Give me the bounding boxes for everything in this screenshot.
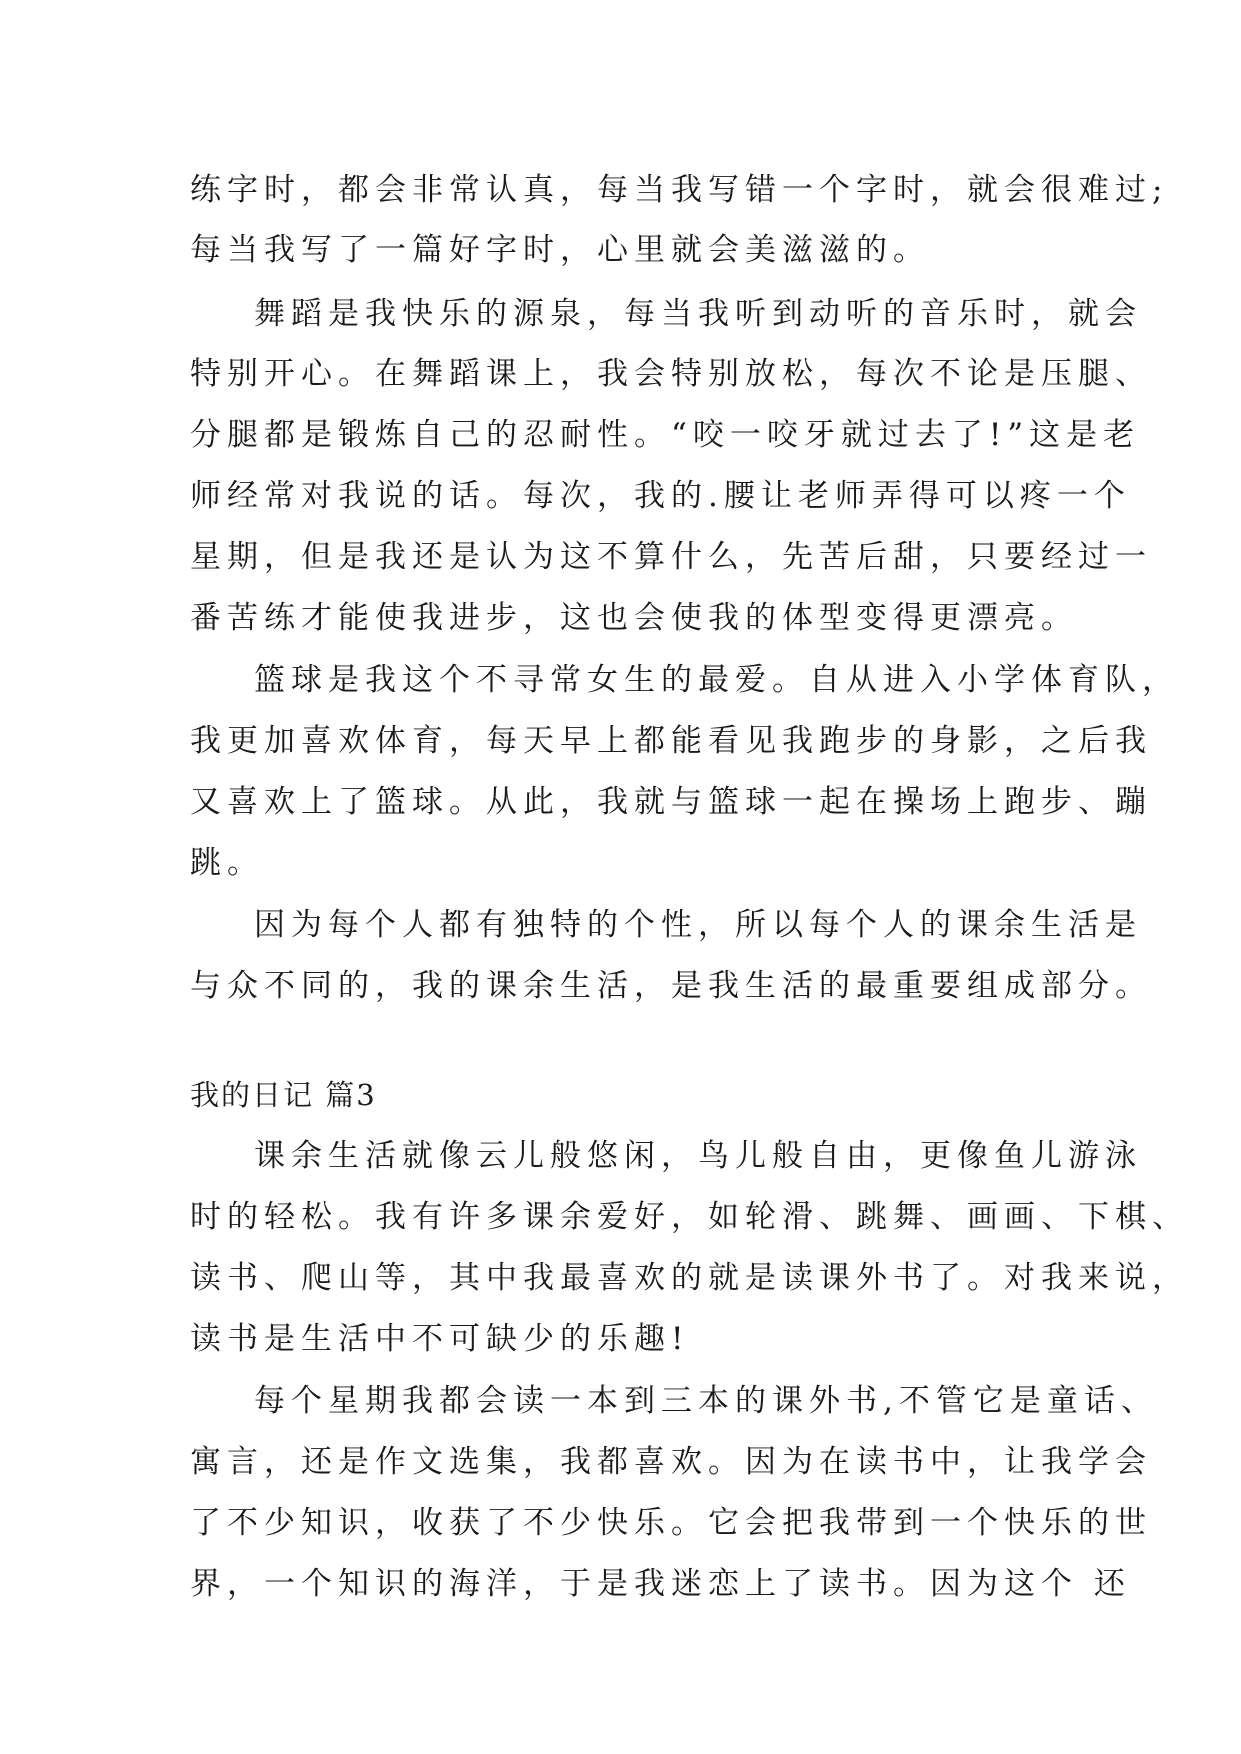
text-line: 读书、爬山等，其中我最喜欢的就是读课外书了。对我来说， (190, 1260, 1189, 1296)
text-line: 番苦练才能使我进步，这也会使我的体型变得更漂亮。 (190, 600, 1078, 636)
paragraph-first-line: 舞蹈是我快乐的源泉，每当我听到动听的音乐时，就会 (254, 296, 1142, 332)
text-line: 寓言，还是作文选集，我都喜欢。因为在读书中，让我学会 (190, 1444, 1152, 1480)
text-line: 与众不同的，我的课余生活，是我生活的最重要组成部分。 (190, 968, 1152, 1004)
text-line: 了不少知识，收获了不少快乐。它会把我带到一个快乐的世 (190, 1505, 1152, 1541)
paragraph-first-line: 因为每个人都有独特的个性，所以每个人的课余生活是 (254, 907, 1142, 943)
paragraph-first-line: 课余生活就像云儿般悠闲，鸟儿般自由，更像鱼儿游泳 (254, 1138, 1142, 1174)
text-line: 练字时，都会非常认真，每当我写错一个字时，就会很难过; (190, 172, 1169, 208)
text-line: 时的轻松。我有许多课余爱好，如轮滑、跳舞、画画、下棋、 (190, 1199, 1189, 1235)
text-line: 界，一个知识的海洋，于是我迷恋上了读书。因为这个 还 (190, 1566, 1131, 1602)
text-line: 又喜欢上了篮球。从此，我就与篮球一起在操场上跑步、蹦 (190, 784, 1152, 820)
text-line: 分腿都是锻炼自己的忍耐性。“咬一咬牙就过去了!”这是老 (190, 417, 1141, 453)
text-line: 读书是生活中不可缺少的乐趣! (190, 1321, 690, 1357)
text-line: 每当我写了一篇好字时，心里就会美滋滋的。 (190, 232, 930, 268)
text-line: 我更加喜欢体育，每天早上都能看见我跑步的身影，之后我 (190, 723, 1152, 759)
paragraph-first-line: 篮球是我这个不寻常女生的最爱。自从进入小学体育队， (254, 662, 1179, 698)
paragraph-first-line: 每个星期我都会读一本到三本的课外书,不管它是童话、 (254, 1383, 1158, 1419)
section-heading: 我的日记 篇3 (190, 1078, 377, 1112)
text-line: 特别开心。在舞蹈课上，我会特别放松，每次不论是压腿、 (190, 356, 1152, 392)
text-line: 师经常对我说的话。每次，我的.腰让老师弄得可以疼一个 (190, 478, 1131, 514)
text-line: 跳。 (190, 845, 264, 881)
text-line: 星期，但是我还是认为这不算什么，先苦后甜，只要经过一 (190, 539, 1152, 575)
